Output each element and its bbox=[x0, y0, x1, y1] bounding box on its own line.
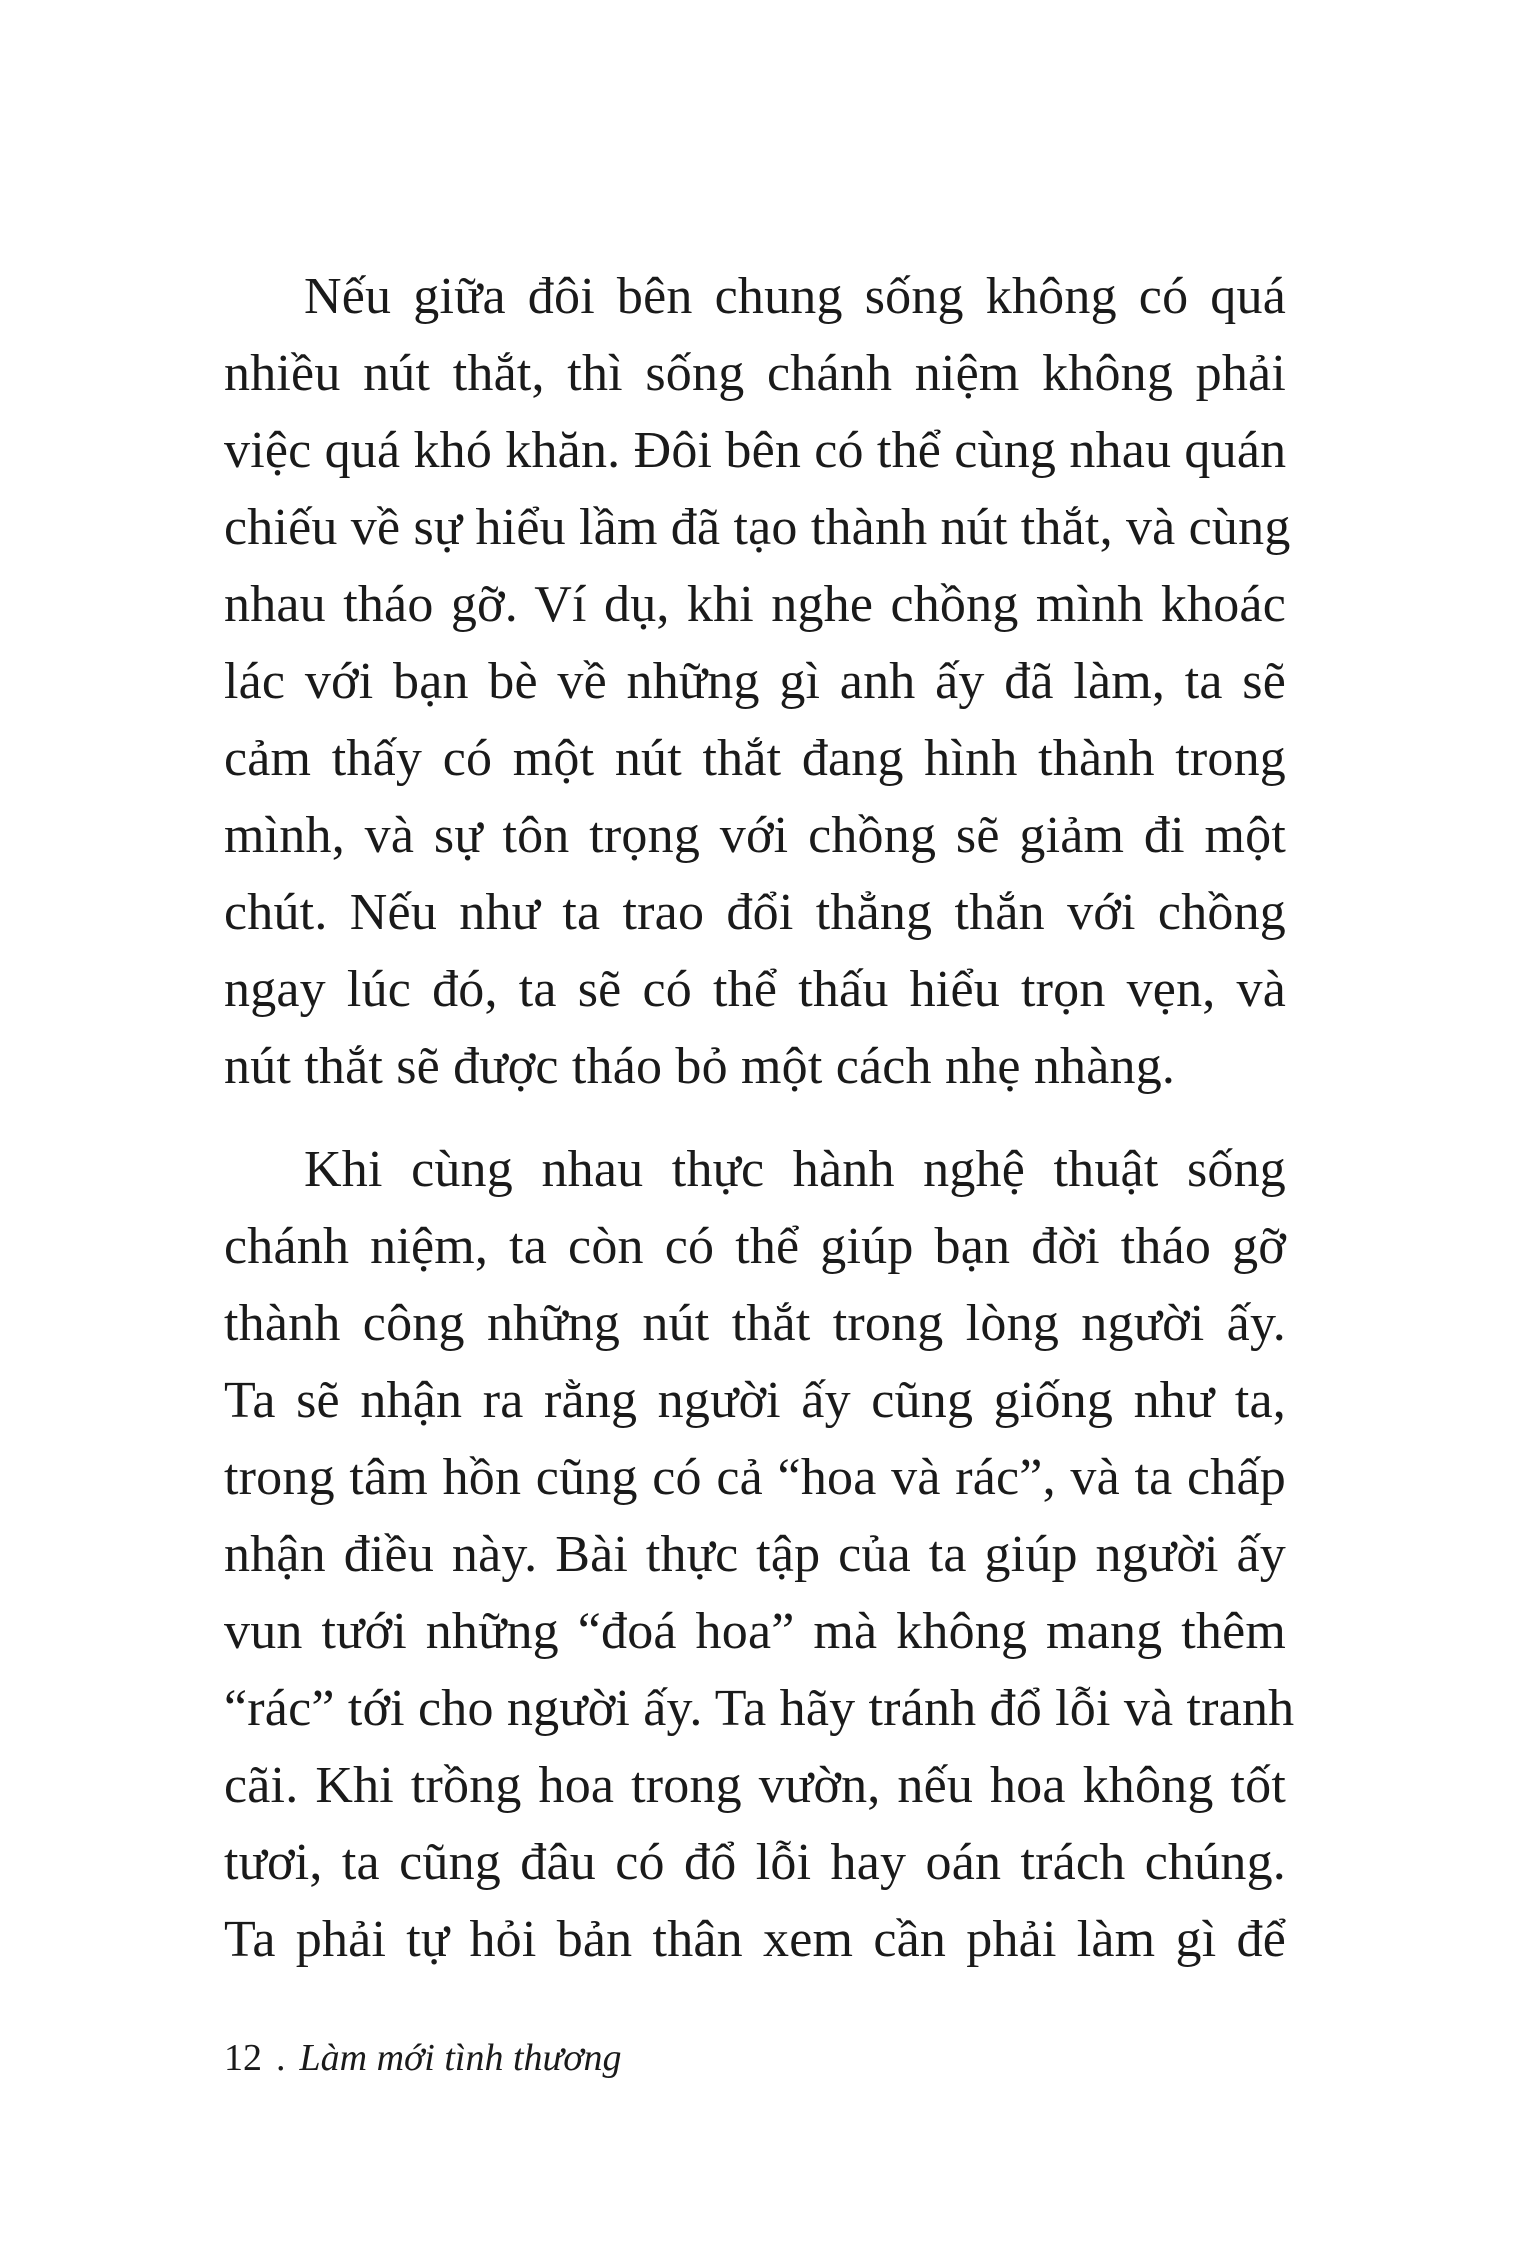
text-line: Ta phải tự hỏi bản thân xem cần phải làm gì để bbox=[224, 1911, 1286, 1968]
text-line: lác với bạn bè về những gì anh ấy đã làm, ta sẽ bbox=[224, 653, 1286, 710]
text-line: Nếu giữa đôi bên chung sống không có quá bbox=[304, 268, 1286, 325]
text-line: Ta sẽ nhận ra rằng người ấy cũng giống như ta, bbox=[224, 1372, 1286, 1429]
text-line: nhau tháo gỡ. Ví dụ, khi nghe chồng mình khoác bbox=[224, 576, 1286, 633]
footer-separator: . bbox=[276, 2037, 286, 2079]
paragraph-2 bbox=[224, 1131, 1295, 1978]
text-line: vun tưới những “đoá hoa” mà không mang thêm bbox=[224, 1603, 1286, 1660]
page-footer bbox=[224, 2030, 622, 2086]
body-text bbox=[224, 258, 1295, 1978]
text-line: cảm thấy có một nút thắt đang hình thành trong bbox=[224, 730, 1286, 787]
text-line: nhiều nút thắt, thì sống chánh niệm không phải bbox=[224, 345, 1286, 402]
text-line: chút. Nếu như ta trao đổi thẳng thắn với chồng bbox=[224, 884, 1286, 941]
running-title: Làm mới tình thương bbox=[299, 2037, 622, 2079]
text-line: cãi. Khi trồng hoa trong vườn, nếu hoa không tốt bbox=[224, 1757, 1286, 1814]
text-line: ngay lúc đó, ta sẽ có thể thấu hiểu trọn vẹn, và bbox=[224, 961, 1286, 1018]
text-line: chiếu về sự hiểu lầm đã tạo thành nút thắt, và cùng bbox=[224, 499, 1291, 556]
text-line: tươi, ta cũng đâu có đổ lỗi hay oán trách chúng. bbox=[224, 1834, 1286, 1891]
text-line: chánh niệm, ta còn có thể giúp bạn đời tháo gỡ bbox=[224, 1218, 1286, 1275]
text-line: Khi cùng nhau thực hành nghệ thuật sống bbox=[304, 1141, 1286, 1198]
text-line: nhận điều này. Bài thực tập của ta giúp người ấy bbox=[224, 1526, 1286, 1583]
paragraph-1 bbox=[224, 258, 1291, 1105]
text-line: việc quá khó khăn. Đôi bên có thể cùng nhau quán bbox=[224, 422, 1287, 479]
paragraph-gap bbox=[224, 1105, 1286, 1131]
text-line: trong tâm hồn cũng có cả “hoa và rác”, và ta chấp bbox=[224, 1449, 1286, 1506]
text-line: “rác” tới cho người ấy. Ta hãy tránh đổ lỗi và tranh bbox=[224, 1680, 1295, 1737]
text-line: mình, và sự tôn trọng với chồng sẽ giảm đi một bbox=[224, 807, 1286, 864]
text-line: thành công những nút thắt trong lòng người ấy. bbox=[224, 1295, 1286, 1352]
page-number: 12 bbox=[224, 2037, 262, 2079]
text-line: nút thắt sẽ được tháo bỏ một cách nhẹ nhàng. bbox=[224, 1038, 1176, 1095]
